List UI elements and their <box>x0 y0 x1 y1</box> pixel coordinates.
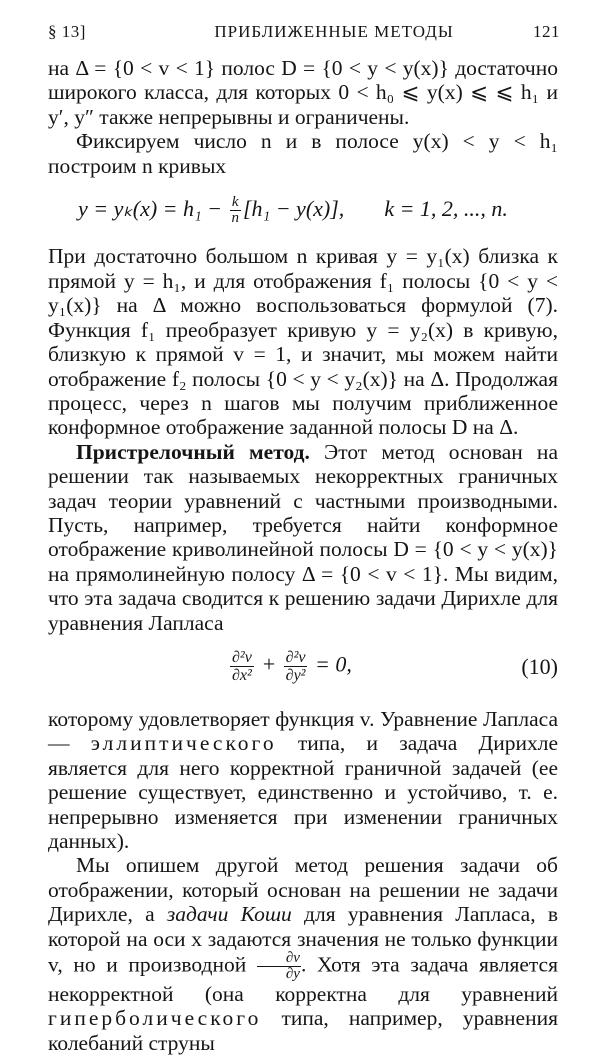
equation-curves-tail: [h₁ − y(x)], <box>243 196 345 222</box>
running-title: ПРИБЛИЖЕННЫЕ МЕТОДЫ <box>214 22 454 41</box>
equation-number: (10) <box>521 653 558 679</box>
laplace-equation: $\frac{\text{∂²v}}{\text{∂x²}}$ + $\frac{\text{∂²v}}{\text{∂y²}}$ = 0, <box>232 648 352 684</box>
equation-10 <box>48 645 558 693</box>
equation-curves-lhs: y = yₖ(x) = h₁ − <box>78 196 228 222</box>
paragraph-3: При достаточно большом n кривая y = y₁(x) близка к прямой y = h₁, и для отображения f₁ полосы {0 < y < y₁(x)} на Δ можно воспользоваться формулой (7). Функция f₁ преобразует кривую y = y₂(x) в кривую, близкую к прямой v = 1, и значит, мы можем найти отображение f₂ полосы {0 < y < y₂(x)} на Δ. Продолжая процесс, через n шагов мы получим приближенное конформное отображение заданной полосы D на Δ. <box>48 244 558 440</box>
inline-derivative: $\frac{\partial v}{\partial y}$ <box>257 951 301 982</box>
equation-curves <box>48 194 558 226</box>
paragraph-2: Фиксируем число n и в полосе y(x) < y < h₁ построим n кривых <box>48 129 558 178</box>
section-number: § 13] <box>48 22 86 41</box>
page-body <box>48 56 558 1055</box>
paragraph-5: которому удовлетворяет функция v. Уравнение Лапласа — эллиптического типа, и задача Дирихле является для него корректной граничной задачей (ее решение существует, единственно и устойчиво, т. е. непрерывно изменяется при изменении граничных данных). <box>48 706 559 854</box>
equation-curves-fraction: $\frac{k}{n}$ <box>231 194 239 227</box>
paragraph-6: Мы опишем другой метод решения задачи об отображении, который основан на решении не задачи Дирихле, а задачи Коши для уравнения Лапласа, в которой на оси x задаются значения не только функции v, но и производной $\frac{\partial v}{\partial y}$ . Хотя эта задача является некорректной (она корректна для уравнений гиперболического типа, например, уравнения колебаний струны <box>48 853 558 1055</box>
page-number: 121 <box>533 22 560 41</box>
running-header <box>48 16 560 44</box>
method-heading: Пристрелочный метод. <box>76 439 310 464</box>
equation-curves-index: k = 1, 2, ..., n. <box>384 196 508 222</box>
paragraph-4: Пристрелочный метод. Этот метод основан на решении так называемых некорректных граничных задач теории уравнений с частными производными. Пусть, например, требуется найти конформное отображение криволинейной полосы D = {0 < y < y(x)} на прямолинейную полосу Δ = {0 < v < 1}. Мы видим, что эта задача сводится к решению задачи Дирихле для уравнения Лапласа <box>48 439 558 635</box>
paragraph-1: на Δ = {0 < v < 1} полос D = {0 < y < y(x)} достаточно широкого класса, для которых 0 < h₀ ⩽ y(x) ⩽ ⩽ h₁ и y′, y″ также непрерывны и ограничены. <box>48 56 558 129</box>
